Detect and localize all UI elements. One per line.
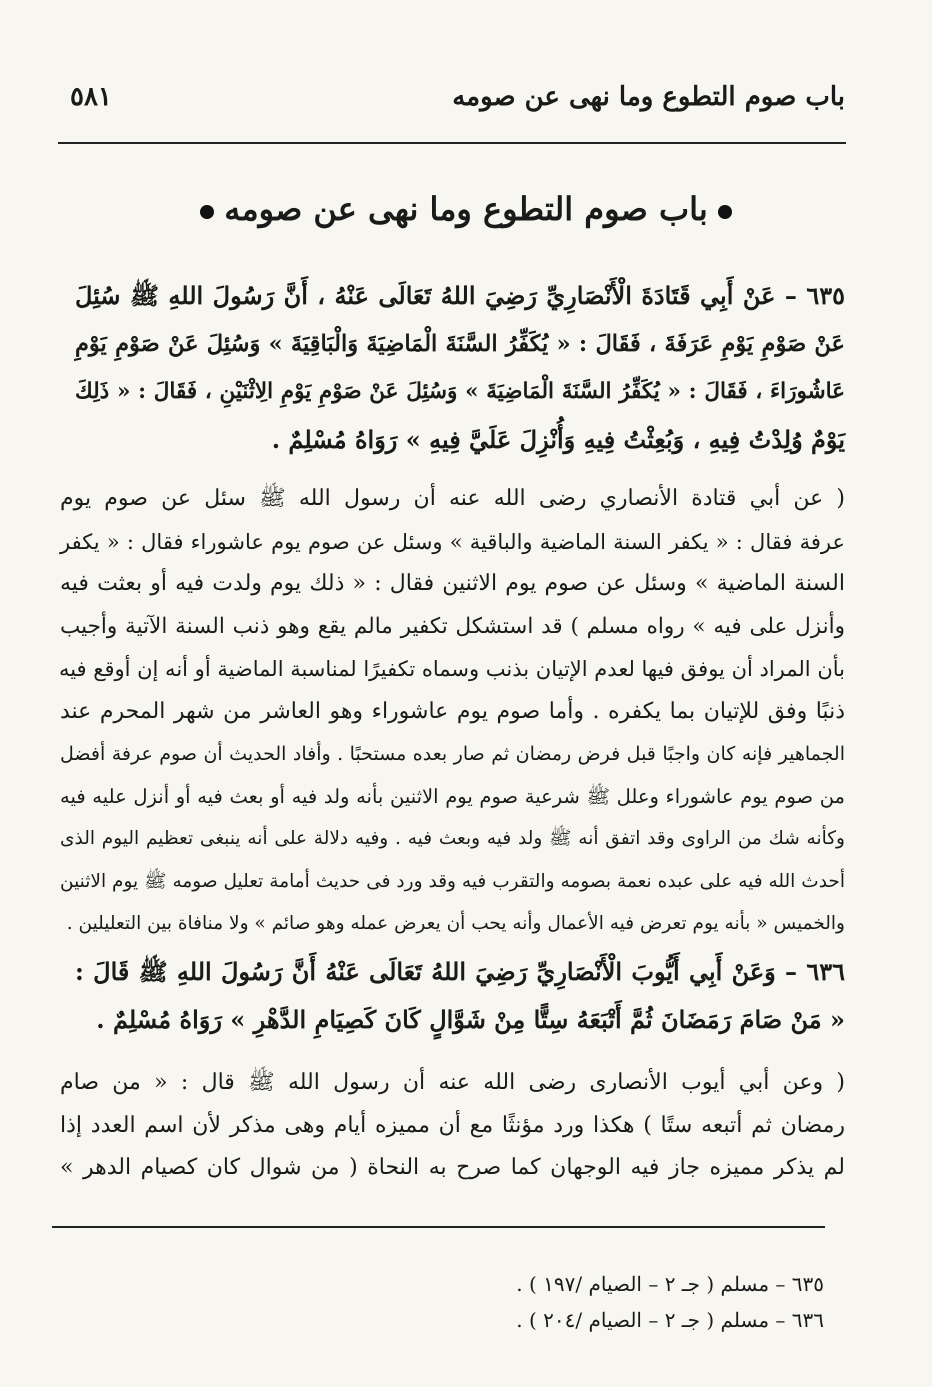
running-header bbox=[70, 80, 845, 120]
commentary-636 bbox=[60, 1062, 845, 1190]
footnote: ٦٣٥ – مسلم ( جـ ٢ – الصيام /١٩٧ ) . bbox=[516, 1272, 824, 1296]
commentary-line: رمضان ثم أتبعه ستًا ) هكذا ورد مؤنثًا مع أن مميزه أيام وهى مذكر لأن اسم العدد إذا bbox=[60, 1112, 845, 1138]
commentary-635 bbox=[60, 478, 845, 946]
bullet-icon bbox=[718, 205, 732, 219]
chapter-title-text: باب صوم التطوع وما نهى عن صومه bbox=[224, 190, 708, 228]
commentary-line: عرفة فقال : « يكفر السنة الماضية والباقية » وسئل عن صوم يوم عاشوراء فقال : « يكفر bbox=[60, 529, 845, 554]
commentary-line: أحدث الله فيه على عبده نعمة بصومه والتقرب فيه وقد ورد فى حديث أمامة تعليل صومه ﷺ يوم الاثنين bbox=[60, 870, 845, 892]
commentary-line: ( عن أبي قتادة الأنصاري رضى الله عنه أن رسول الله ﷺ سئل عن صوم يوم bbox=[60, 486, 845, 511]
commentary-line: لم يذكر مميزه جاز فيه الوجهان كما صرح به النحاة ( من شوال كان كصيام الدهر » bbox=[60, 1155, 845, 1180]
chapter-title bbox=[0, 190, 932, 228]
commentary-line: الجماهير فإنه كان واجبًا قبل فرض رمضان ثم صار بعده مستحبًا . وأفاد الحديث أن صوم عرفة أفضل bbox=[60, 743, 845, 765]
commentary-line: والخميس « بأنه يوم تعرض فيه الأعمال وأنه يحب أن يعرض عمله وهو صائم » ولا منافاة بين التعليلين . bbox=[66, 913, 845, 934]
hadith-line: ٦٣٥ – عَنْ أَبِي قَتَادَةَ الْأَنْصَارِيِّ رَضِيَ اللهُ تَعَالَى عَنْهُ ، أَنَّ رَسُولَ اللهِ ﷺ سُئِلَ bbox=[75, 281, 845, 310]
commentary-line: السنة الماضية » وسئل عن صوم يوم الاثنين فقال : « ذلك يوم ولدت فيه أو بعثت فيه bbox=[60, 571, 845, 596]
running-title: باب صوم التطوع وما نهى عن صومه bbox=[452, 82, 845, 112]
footnote: ٦٣٦ – مسلم ( جـ ٢ – الصيام /٢٠٤ ) . bbox=[516, 1308, 824, 1332]
hadith-line: « مَنْ صَامَ رَمَضَانَ ثُمَّ أَتْبَعَهُ سِتًّا مِنْ شَوَّالٍ كَانَ كَصِيَامِ الدَّهْرِ » رَوَاهُ مُسْلِمٌ . bbox=[96, 1005, 845, 1034]
footnotes bbox=[516, 1266, 824, 1338]
commentary-line: من صوم يوم عاشوراء وعلل ﷺ شرعية صوم يوم الاثنين بأنه ولد فيه أو بعث فيه أو أنزل عليه فيه bbox=[60, 784, 845, 808]
commentary-line: وأنزل على فيه » رواه مسلم ) قد استشكل تكفير مالم يقع وهو ذنب السنة الآتية وأجيب bbox=[60, 613, 845, 639]
page-number: ٥٨١ bbox=[70, 82, 112, 112]
hadith-line: عَنْ صَوْمِ يَوْمِ عَرَفَةَ ، فَقَالَ : « يُكَفِّرُ السَّنَةَ الْمَاضِيَةَ وَالْبَاقِيَةَ » وَسُئِلَ عَنْ صَوْمِ يَوْمِ bbox=[75, 331, 845, 357]
hadith-636 bbox=[75, 948, 845, 1044]
commentary-line: وكأنه شك من الراوى وقد اتفق أنه ﷺ ولد فيه وبعث فيه . وفيه دلالة على أنه ينبغى تعظيم اليوم الذى bbox=[60, 828, 845, 849]
commentary-line: ذنبًا وفق للإتيان بما يكفره . وأما صوم يوم عاشوراء وهو العاشر من شهر المحرم عند bbox=[60, 698, 845, 724]
footnote-rule bbox=[52, 1226, 825, 1228]
hadith-line: يَوْمٌ وُلِدْتُ فِيهِ ، وَبُعِثْتُ فِيهِ وَأُنْزِلَ عَلَيَّ فِيهِ » رَوَاهُ مُسْلِمٌ . bbox=[271, 425, 845, 454]
commentary-line: ( وعن أبي أيوب الأنصارى رضى الله عنه أن رسول الله ﷺ قال : « من صام bbox=[60, 1070, 845, 1095]
header-rule bbox=[58, 142, 846, 144]
bullet-icon bbox=[200, 205, 214, 219]
hadith-line: عَاشُورَاءَ ، فَقَالَ : « يُكَفِّرُ السَّنَةَ الْمَاضِيَةَ » وَسُئِلَ عَنْ صَوْمِ يَوْمِ الِاثْنَيْنِ ، فَقَالَ : « ذَلِكَ bbox=[75, 379, 845, 404]
hadith-line: ٦٣٦ – وَعَنْ أَبِي أَيُّوبَ الْأَنْصَارِيِّ رَضِيَ اللهُ تَعَالَى عَنْهُ أَنَّ رَسُولَ اللهِ ﷺ قَالَ : bbox=[75, 957, 846, 986]
hadith-635 bbox=[75, 272, 845, 464]
commentary-line: بأن المراد أن يوفق فيها لعدم الإتيان بذنب وسماه تكفيرًا لمناسبة الماضية أو أنه إن أوقع فيه bbox=[58, 657, 845, 681]
